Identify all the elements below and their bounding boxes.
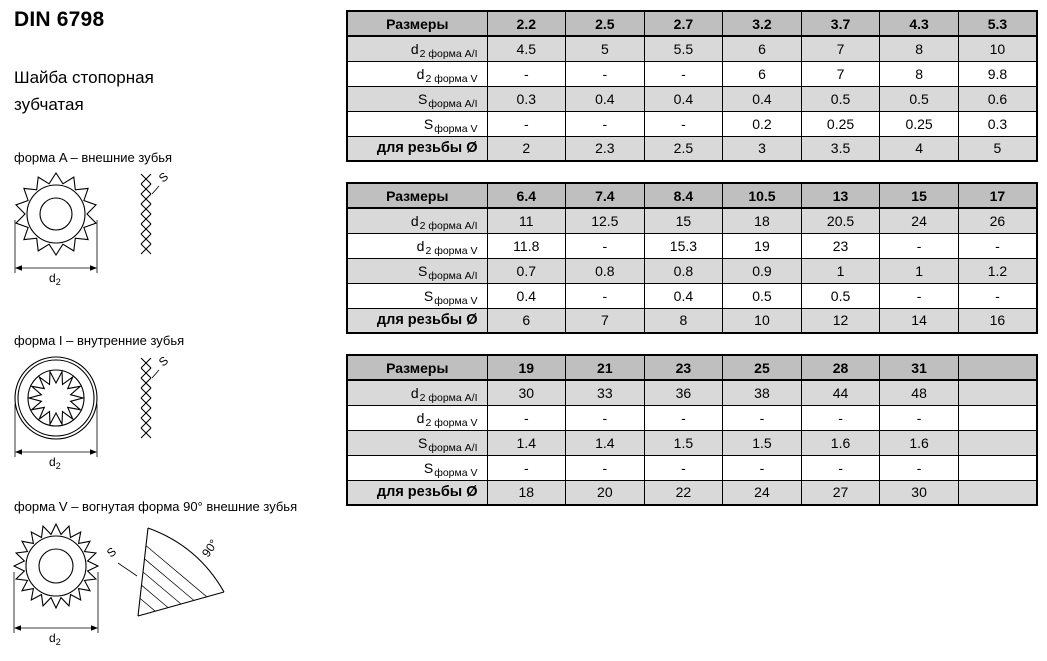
value-cell: -: [644, 455, 723, 480]
value-cell: 23: [801, 233, 880, 258]
value-cell: 0.5: [723, 283, 802, 308]
value-cell: -: [723, 455, 802, 480]
value-cell: -: [801, 455, 880, 480]
value-cell: 0.4: [566, 86, 645, 111]
size-header-cell: 4.3: [880, 11, 959, 36]
value-cell: 20: [566, 480, 645, 505]
value-cell: 0.4: [487, 283, 566, 308]
subtitle: Шайба стопорная зубчатая: [14, 68, 154, 114]
value-cell: 5.5: [644, 36, 723, 61]
value-cell: 19: [723, 233, 802, 258]
row-label-cell: $d_{2 форма A/I}$: [347, 380, 487, 405]
size-header-cell: 6.4: [487, 183, 566, 208]
table-row: [347, 455, 1037, 480]
value-cell: [958, 455, 1037, 480]
size-header-cell: 21: [566, 355, 645, 380]
value-cell: 6: [487, 308, 566, 333]
din6798-table-2: [346, 182, 1038, 334]
value-cell: 48: [880, 380, 959, 405]
table-row: [347, 405, 1037, 430]
value-cell: 18: [723, 208, 802, 233]
dim-d2-label: $d_2$: [49, 455, 61, 470]
size-header-cell: 19: [487, 355, 566, 380]
row-label-cell: $S_{форма A/I}$: [347, 258, 487, 283]
form-v-label: форма V – вогнутая форма 90° внешние зубья: [14, 499, 298, 514]
value-cell: 3.5: [801, 136, 880, 161]
value-cell: -: [880, 233, 959, 258]
value-cell: 0.5: [801, 86, 880, 111]
size-header-cell: 17: [958, 183, 1037, 208]
size-header-cell: 25: [723, 355, 802, 380]
value-cell: 8: [644, 308, 723, 333]
value-cell: -: [566, 111, 645, 136]
dim-s-label: S: [155, 353, 172, 370]
value-cell: 1: [880, 258, 959, 283]
value-cell: 7: [801, 61, 880, 86]
row-label-cell: $S_{форма V}$: [347, 283, 487, 308]
size-header-cell: 13: [801, 183, 880, 208]
value-cell: 2.3: [566, 136, 645, 161]
row-label-cell: $d_{2 форма V}$: [347, 61, 487, 86]
value-cell: 26: [958, 208, 1037, 233]
value-cell: 4.5: [487, 36, 566, 61]
value-cell: 0.5: [880, 86, 959, 111]
value-cell: 36: [644, 380, 723, 405]
value-cell: 2: [487, 136, 566, 161]
value-cell: -: [644, 111, 723, 136]
size-header-cell: 8.4: [644, 183, 723, 208]
value-cell: 4: [880, 136, 959, 161]
value-cell: -: [880, 405, 959, 430]
value-cell: 44: [801, 380, 880, 405]
value-cell: 12.5: [566, 208, 645, 233]
value-cell: 1.4: [566, 430, 645, 455]
size-header-cell: 5.3: [958, 11, 1037, 36]
row-label-cell: $S_{форма A/I}$: [347, 430, 487, 455]
dim-d2-label: $d_2$: [49, 271, 61, 286]
value-cell: -: [487, 111, 566, 136]
value-cell: 11: [487, 208, 566, 233]
dim-s-label: S: [155, 169, 172, 186]
value-cell: -: [566, 233, 645, 258]
size-header-cell: 28: [801, 355, 880, 380]
dimension-tables-area: [346, 10, 1038, 526]
table-row: [347, 380, 1037, 405]
value-cell: [958, 405, 1037, 430]
form-v-diagram: [10, 516, 260, 656]
value-cell: 8: [880, 61, 959, 86]
form-a-diagram: [10, 168, 200, 286]
value-cell: 0.4: [644, 86, 723, 111]
table-row: [347, 308, 1037, 333]
value-cell: 0.5: [801, 283, 880, 308]
value-cell: -: [566, 455, 645, 480]
value-cell: 1.6: [880, 430, 959, 455]
row-label-cell: $S_{форма A/I}$: [347, 86, 487, 111]
table-row: [347, 86, 1037, 111]
value-cell: -: [644, 61, 723, 86]
size-header-cell: 10.5: [723, 183, 802, 208]
value-cell: 15: [644, 208, 723, 233]
table-row: [347, 208, 1037, 233]
value-cell: 24: [723, 480, 802, 505]
value-cell: 0.7: [487, 258, 566, 283]
row-label-cell: $S_{форма V}$: [347, 111, 487, 136]
size-header-cell: 15: [880, 183, 959, 208]
value-cell: 30: [487, 380, 566, 405]
value-cell: 1: [801, 258, 880, 283]
size-header-cell: 2.5: [566, 11, 645, 36]
size-header-cell: 3.7: [801, 11, 880, 36]
value-cell: 0.6: [958, 86, 1037, 111]
row-label-cell: для резьбы Ø: [347, 308, 487, 333]
value-cell: -: [880, 283, 959, 308]
value-cell: 24: [880, 208, 959, 233]
value-cell: 16: [958, 308, 1037, 333]
value-cell: 1.4: [487, 430, 566, 455]
value-cell: [958, 380, 1037, 405]
value-cell: 7: [566, 308, 645, 333]
value-cell: 7: [801, 36, 880, 61]
value-cell: 27: [801, 480, 880, 505]
value-cell: 8: [880, 36, 959, 61]
table-header-row: [347, 355, 1037, 380]
value-cell: -: [958, 233, 1037, 258]
value-cell: 22: [644, 480, 723, 505]
value-cell: 9.8: [958, 61, 1037, 86]
value-cell: -: [644, 405, 723, 430]
value-cell: -: [880, 455, 959, 480]
value-cell: 0.8: [644, 258, 723, 283]
din6798-table-3: [346, 354, 1038, 506]
value-cell: -: [723, 405, 802, 430]
value-cell: 12: [801, 308, 880, 333]
value-cell: 1.5: [644, 430, 723, 455]
size-header-cell: 2.7: [644, 11, 723, 36]
value-cell: -: [801, 405, 880, 430]
row-label-cell: $d_{2 форма V}$: [347, 233, 487, 258]
value-cell: 0.9: [723, 258, 802, 283]
value-cell: -: [487, 61, 566, 86]
table-row: [347, 136, 1037, 161]
row-label-cell: $d_{2 форма A/I}$: [347, 208, 487, 233]
value-cell: -: [958, 283, 1037, 308]
table-row: [347, 258, 1037, 283]
row-label-cell: $d_{2 форма A/I}$: [347, 36, 487, 61]
value-cell: 30: [880, 480, 959, 505]
value-cell: [958, 480, 1037, 505]
value-cell: 3: [723, 136, 802, 161]
value-cell: 5: [958, 136, 1037, 161]
table-row: [347, 430, 1037, 455]
dimensions-header-label: Размеры: [347, 355, 487, 380]
value-cell: [958, 430, 1037, 455]
size-header-cell: 31: [880, 355, 959, 380]
value-cell: 1.2: [958, 258, 1037, 283]
table-row: [347, 61, 1037, 86]
table-header-row: [347, 11, 1037, 36]
value-cell: 1.6: [801, 430, 880, 455]
size-header-cell: 3.2: [723, 11, 802, 36]
din6798-table-1: [346, 10, 1038, 162]
size-header-cell: 23: [644, 355, 723, 380]
value-cell: -: [487, 405, 566, 430]
table-row: [347, 36, 1037, 61]
value-cell: 0.25: [801, 111, 880, 136]
value-cell: 1.5: [723, 430, 802, 455]
size-header-cell: 7.4: [566, 183, 645, 208]
row-label-cell: для резьбы Ø: [347, 136, 487, 161]
value-cell: 0.8: [566, 258, 645, 283]
value-cell: 11.8: [487, 233, 566, 258]
form-i-label: форма I – внутренние зубья: [14, 333, 185, 348]
value-cell: 0.3: [487, 86, 566, 111]
value-cell: 6: [723, 36, 802, 61]
value-cell: -: [566, 405, 645, 430]
table-row: [347, 233, 1037, 258]
table-row: [347, 480, 1037, 505]
value-cell: -: [487, 455, 566, 480]
value-cell: -: [566, 61, 645, 86]
value-cell: 20.5: [801, 208, 880, 233]
value-cell: 6: [723, 61, 802, 86]
value-cell: 0.25: [880, 111, 959, 136]
angle-90-label: 90°: [198, 536, 221, 560]
dim-s-label: S: [103, 544, 120, 561]
table-row: [347, 111, 1037, 136]
page-title: DIN 6798: [14, 8, 105, 31]
value-cell: 10: [958, 36, 1037, 61]
row-label-cell: $d_{2 форма V}$: [347, 405, 487, 430]
size-header-cell: [958, 355, 1037, 380]
size-header-cell: 2.2: [487, 11, 566, 36]
value-cell: 10: [723, 308, 802, 333]
dimensions-header-label: Размеры: [347, 183, 487, 208]
value-cell: 18: [487, 480, 566, 505]
value-cell: 2.5: [644, 136, 723, 161]
form-a-label: форма A – внешние зубья: [14, 150, 173, 165]
dim-d2-label: $d_2$: [49, 631, 61, 647]
value-cell: 14: [880, 308, 959, 333]
value-cell: 33: [566, 380, 645, 405]
value-cell: -: [566, 283, 645, 308]
value-cell: 38: [723, 380, 802, 405]
row-label-cell: $S_{форма V}$: [347, 455, 487, 480]
form-i-diagram: [10, 352, 200, 470]
value-cell: 5: [566, 36, 645, 61]
table-row: [347, 283, 1037, 308]
row-label-cell: для резьбы Ø: [347, 480, 487, 505]
value-cell: 0.2: [723, 111, 802, 136]
table-header-row: [347, 183, 1037, 208]
value-cell: 0.3: [958, 111, 1037, 136]
dimensions-header-label: Размеры: [347, 11, 487, 36]
value-cell: 15.3: [644, 233, 723, 258]
value-cell: 0.4: [723, 86, 802, 111]
value-cell: 0.4: [644, 283, 723, 308]
